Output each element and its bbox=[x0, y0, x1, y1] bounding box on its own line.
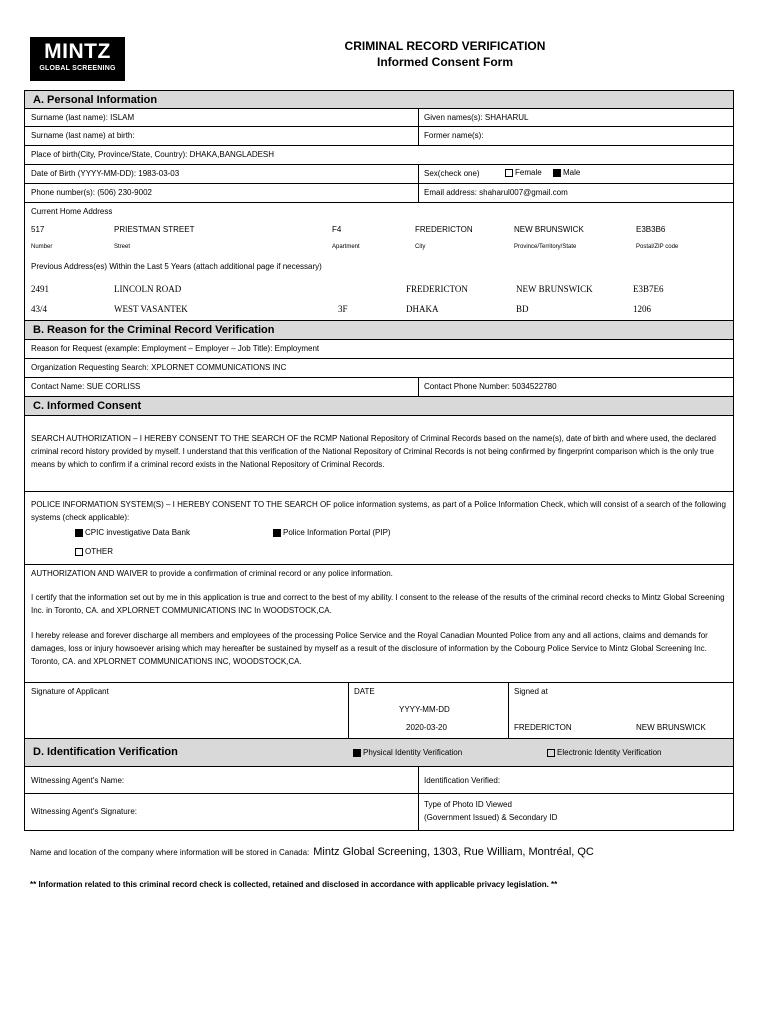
form-subtitle: Informed Consent Form bbox=[376, 55, 513, 69]
prev2-street[interactable]: WEST VASANTEK bbox=[114, 304, 188, 314]
electronic-label: Electronic Identity Verification bbox=[557, 748, 662, 757]
row-reason bbox=[24, 340, 734, 359]
row-witness-name bbox=[24, 767, 734, 794]
current-apartment[interactable]: F4 bbox=[332, 225, 342, 234]
photo-id-type-label: Type of Photo ID Viewed bbox=[424, 800, 512, 809]
place-of-birth-field[interactable]: Place of birth(City, Province/State, Country): DHAKA,BANGLADESH bbox=[31, 150, 275, 159]
section-a-heading: A. Personal Information bbox=[33, 94, 158, 106]
sex-female-option[interactable] bbox=[505, 168, 542, 177]
identification-verified-field[interactable]: Identification Verified: bbox=[424, 776, 501, 785]
current-street[interactable]: PRIESTMAN STREET bbox=[114, 225, 195, 234]
prev2-number[interactable]: 43/4 bbox=[31, 304, 48, 314]
row-surname-birth bbox=[24, 127, 734, 146]
current-number[interactable]: 517 bbox=[31, 225, 45, 234]
logo-sub-text: GLOBAL SCREENING bbox=[39, 65, 116, 72]
male-checkbox[interactable] bbox=[553, 169, 561, 177]
current-province[interactable]: NEW BRUNSWICK bbox=[514, 225, 584, 234]
row-contact bbox=[24, 378, 734, 397]
prev1-number[interactable]: 2491 bbox=[31, 284, 49, 294]
prev2-postal[interactable]: 1206 bbox=[633, 304, 651, 314]
pip-label: Police Information Portal (PIP) bbox=[283, 528, 391, 537]
label-apartment: Apartment bbox=[332, 244, 360, 250]
female-label: Female bbox=[515, 168, 542, 177]
contact-phone-field[interactable]: Contact Phone Number: 5034522780 bbox=[424, 382, 557, 391]
surname-field[interactable]: Surname (last name): ISLAM bbox=[31, 113, 135, 122]
other-label: OTHER bbox=[85, 547, 113, 556]
form-title: CRIMINAL RECORD VERIFICATION bbox=[344, 39, 546, 53]
row-signature bbox=[24, 683, 734, 739]
signed-at-city[interactable]: FREDERICTON bbox=[514, 723, 572, 732]
other-option[interactable] bbox=[75, 547, 113, 556]
section-a-header bbox=[24, 90, 734, 109]
section-c-header bbox=[24, 397, 734, 416]
date-of-birth-field[interactable]: Date of Birth (YYYY-MM-DD): 1983-03-03 bbox=[31, 169, 180, 178]
row-place-of-birth bbox=[24, 146, 734, 165]
email-field[interactable]: Email address: shaharul007@gmail.com bbox=[424, 188, 568, 197]
other-checkbox[interactable] bbox=[75, 548, 83, 556]
electronic-checkbox[interactable] bbox=[547, 749, 555, 757]
witness-signature-field[interactable]: Witnessing Agent's Signature: bbox=[31, 807, 138, 816]
cpic-label: CPIC investigative Data Bank bbox=[85, 528, 190, 537]
photo-id-secondary-label: (Government Issued) & Secondary ID bbox=[424, 813, 558, 822]
previous-address-label: Previous Address(es) Within the Last 5 Years (attach additional page if necessary) bbox=[31, 262, 322, 271]
electronic-verification-option[interactable] bbox=[547, 739, 662, 766]
row-dob bbox=[24, 165, 734, 184]
reason-field[interactable]: Reason for Request (example: Employment – Employer – Job Title): Employment bbox=[31, 344, 320, 353]
former-names-field[interactable]: Former name(s): bbox=[424, 131, 484, 140]
physical-checkbox[interactable] bbox=[353, 749, 361, 757]
search-authorization-text: SEARCH AUTHORIZATION – I HEREBY CONSENT TO THE SEARCH OF the RCMP National Repository of Criminal Records based on the name(s), date of birth and where used, the declared criminal record history provided by myself. I understand that this verification of the National Repository of Criminal Records is not being confirmed by fingerprint comparison which is the only true means by which to confirm if a criminal record exists in the National Repository of Criminal Records. bbox=[31, 434, 717, 469]
physical-verification-option[interactable] bbox=[353, 739, 462, 766]
prev1-postal[interactable]: E3B7E6 bbox=[633, 284, 664, 294]
section-d-heading: D. Identification Verification bbox=[33, 746, 178, 758]
organization-field[interactable]: Organization Requesting Search: XPLORNET COMMUNICATIONS INC bbox=[31, 363, 287, 372]
storage-location-label: Name and location of the company where information will be stored in Canada: bbox=[30, 848, 310, 857]
label-city: City bbox=[415, 244, 426, 250]
female-checkbox[interactable] bbox=[505, 169, 513, 177]
prev1-city[interactable]: FREDERICTON bbox=[406, 284, 468, 294]
physical-label: Physical Identity Verification bbox=[363, 748, 463, 757]
label-street: Street bbox=[114, 244, 131, 250]
male-label: Male bbox=[563, 168, 581, 177]
sex-male-option[interactable] bbox=[553, 168, 580, 177]
row-witness-signature bbox=[24, 794, 734, 831]
prev2-city[interactable]: DHAKA bbox=[406, 304, 439, 314]
form-title-block bbox=[300, 38, 590, 70]
sex-label: Sex(check one) bbox=[424, 169, 480, 178]
signed-at-label: Signed at bbox=[514, 687, 548, 696]
consent-form bbox=[24, 90, 734, 831]
row-surname bbox=[24, 109, 734, 127]
prev2-province[interactable]: BD bbox=[516, 304, 529, 314]
phone-field[interactable]: Phone number(s): (506) 230-9002 bbox=[31, 188, 152, 197]
authorization-waiver-text: AUTHORIZATION AND WAIVER to provide a confirmation of criminal record or any police information. bbox=[31, 569, 393, 578]
police-systems-text: POLICE INFORMATION SYSTEM(S) – I HEREBY CONSENT TO THE SEARCH OF police information systems, as part of a Police Information Check, which will consist of a search of the following systems (check applicable): bbox=[31, 500, 726, 522]
pip-checkbox[interactable] bbox=[273, 529, 281, 537]
row-phone bbox=[24, 184, 734, 203]
logo-main-text: MINTZ bbox=[44, 40, 111, 63]
signed-at-province[interactable]: NEW BRUNSWICK bbox=[636, 723, 706, 732]
label-province: Province/Territory/State bbox=[514, 244, 577, 250]
prev1-street[interactable]: LINCOLN ROAD bbox=[114, 284, 182, 294]
current-address-label: Current Home Address bbox=[31, 207, 113, 216]
label-number: Number bbox=[31, 244, 53, 250]
given-names-field[interactable]: Given names(s): SHAHARUL bbox=[424, 113, 529, 122]
date-label: DATE bbox=[354, 687, 375, 696]
row-addresses bbox=[24, 203, 734, 321]
contact-name-field[interactable]: Contact Name: SUE CORLISS bbox=[31, 382, 141, 391]
prev1-province[interactable]: NEW BRUNSWICK bbox=[516, 284, 593, 294]
cpic-checkbox[interactable] bbox=[75, 529, 83, 537]
row-search-authorization bbox=[24, 416, 734, 492]
storage-location-line bbox=[30, 846, 594, 858]
surname-at-birth-field[interactable]: Surname (last name) at birth: bbox=[31, 131, 135, 140]
current-postal[interactable]: E3B3B6 bbox=[636, 225, 666, 234]
storage-location-value[interactable]: Mintz Global Screening, 1303, Rue William, Montréal, QC bbox=[313, 846, 594, 858]
date-format-hint: YYYY-MM-DD bbox=[399, 705, 450, 714]
section-b-heading: B. Reason for the Criminal Record Verification bbox=[33, 324, 275, 336]
row-police-systems bbox=[24, 492, 734, 565]
row-waiver bbox=[24, 565, 734, 683]
row-organization bbox=[24, 359, 734, 378]
certify-text: I certify that the information set out by me in this application is true and correct to the best of my ability. I consent to the release of the results of the criminal record checks to Mintz Global Screening Inc. in Toronto, CA. and XPLORNET COMMUNICATIONS INC In WOODSTOCK,CA. bbox=[31, 593, 725, 615]
cpic-option[interactable] bbox=[75, 528, 190, 537]
witness-name-field[interactable]: Witnessing Agent's Name: bbox=[31, 776, 125, 785]
section-d-header bbox=[24, 739, 734, 767]
section-c-heading: C. Informed Consent bbox=[33, 400, 142, 412]
privacy-notice: ** Information related to this criminal record check is collected, retained and disclosed in accordance with applicable privacy legislation. ** bbox=[30, 880, 558, 889]
prev2-apartment[interactable]: 3F bbox=[338, 304, 348, 314]
section-b-header bbox=[24, 321, 734, 340]
signature-date-value[interactable]: 2020-03-20 bbox=[406, 723, 447, 732]
applicant-signature-label: Signature of Applicant bbox=[31, 687, 109, 696]
release-text: I hereby release and forever discharge all members and employees of the processing Police Service and the Royal Canadian Mounted Police from any and all actions, claims and demands for damages, loss or injury howsoever arising which may hereafter be sustained by myself as a result of the disclosure of information by the Cobourg Police Service to Mintz Global Screening Inc. Toronto, CA. and XPLORNET COMMUNICATIONS INC, WOODSTOCK,CA. bbox=[31, 631, 708, 666]
pip-option[interactable] bbox=[273, 528, 391, 537]
label-postal: Postal/ZIP code bbox=[636, 244, 679, 250]
current-city[interactable]: FREDERICTON bbox=[415, 225, 473, 234]
company-logo bbox=[30, 37, 125, 81]
